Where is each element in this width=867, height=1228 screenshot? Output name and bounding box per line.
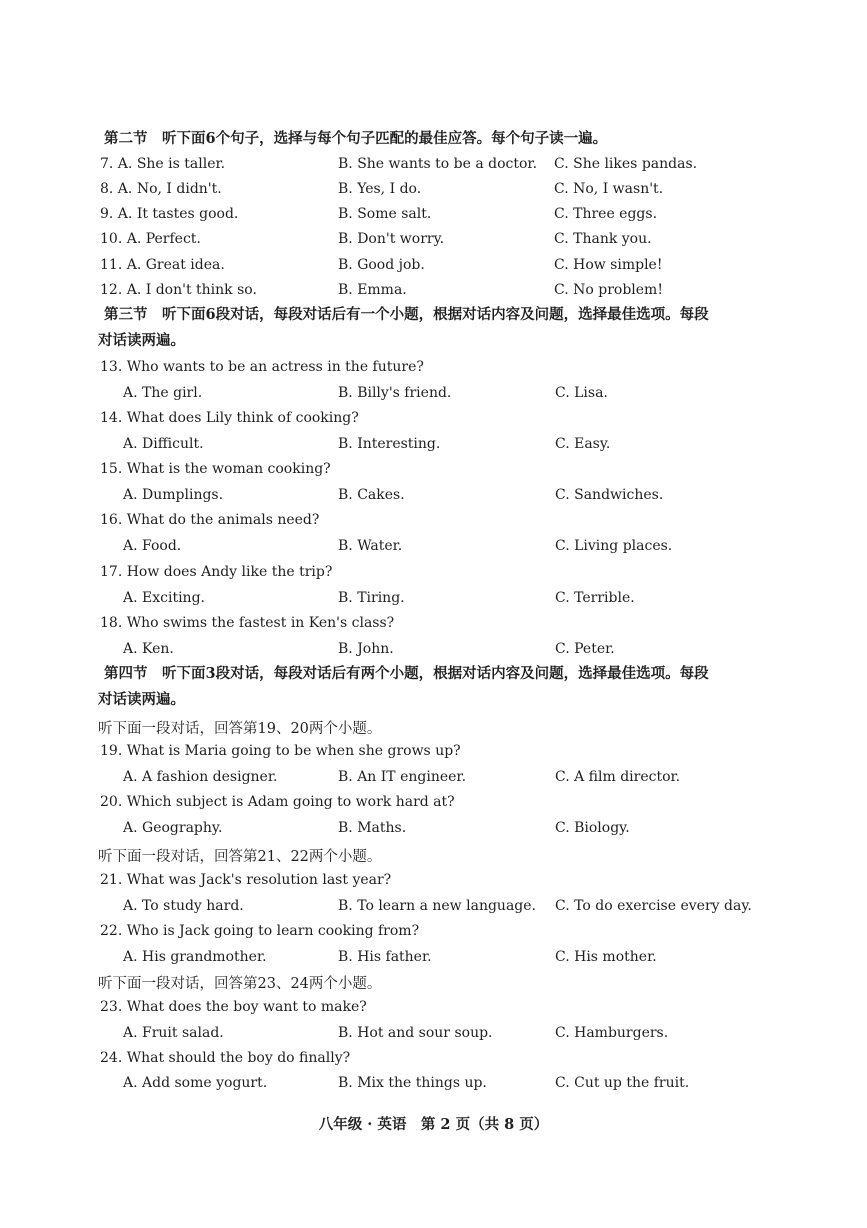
option-a: A. Dumplings. — [123, 487, 224, 503]
option-c: C. Biology. — [555, 820, 630, 836]
option-a: A. Add some yogurt. — [123, 1075, 268, 1091]
option-c: C. Living places. — [555, 538, 673, 554]
option-c: C. Peter. — [555, 641, 615, 657]
section3-heading-line1: 第三节 听下面6段对话，每段对话后有一个小题，根据对话内容及问题，选择最佳选项。每段 — [104, 306, 709, 323]
option-b: B. Don't worry. — [338, 231, 445, 247]
question-21: 21. What was Jack's resolution last year? — [100, 872, 392, 888]
question-23: 23. What does the boy want to make? — [100, 999, 367, 1015]
question-19: 19. What is Maria going to be when she grows up? — [100, 743, 461, 759]
option-c: C. Easy. — [555, 436, 611, 452]
page-footer: 八年级 · 英语 第 2 页（共 8 页） — [318, 1116, 549, 1133]
option-a: 8. A. No, I didn't. — [100, 181, 222, 197]
question-14: 14. What does Lily think of cooking? — [100, 410, 359, 426]
option-a: A. Fruit salad. — [123, 1025, 224, 1041]
option-c: C. A film director. — [555, 769, 681, 785]
option-a: A. Ken. — [123, 641, 174, 657]
option-a: 12. A. I don't think so. — [100, 282, 257, 298]
option-c: C. Three eggs. — [554, 206, 658, 222]
option-a: A. His grandmother. — [123, 949, 267, 965]
dialogue-note: 听下面一段对话，回答第21、22两个小题。 — [98, 849, 382, 865]
option-b: B. Cakes. — [338, 487, 405, 503]
option-a: A. Difficult. — [123, 436, 204, 452]
option-a: A. To study hard. — [123, 898, 244, 914]
option-a: 10. A. Perfect. — [100, 231, 201, 247]
option-c: C. Terrible. — [555, 590, 635, 606]
option-c: C. Sandwiches. — [555, 487, 664, 503]
section4-heading-line1: 第四节 听下面3段对话，每段对话后有两个小题，根据对话内容及问题，选择最佳选项。每段 — [104, 665, 709, 682]
option-a: A. Food. — [123, 538, 182, 554]
question-24: 24. What should the boy do finally? — [100, 1050, 351, 1066]
option-a: 9. A. It tastes good. — [100, 206, 239, 222]
question-17: 17. How does Andy like the trip? — [100, 564, 333, 580]
question-22: 22. Who is Jack going to learn cooking from? — [100, 923, 420, 939]
option-c: C. His mother. — [555, 949, 657, 965]
option-c: C. Cut up the fruit. — [555, 1075, 690, 1091]
option-b: B. Emma. — [338, 282, 407, 298]
option-a: 7. A. She is taller. — [100, 156, 226, 172]
option-c: C. Thank you. — [554, 231, 652, 247]
option-c: C. No, I wasn't. — [554, 181, 664, 197]
option-b: B. She wants to be a doctor. — [338, 156, 538, 172]
option-b: B. Some salt. — [338, 206, 432, 222]
option-b: B. Yes, I do. — [338, 181, 422, 197]
question-16: 16. What do the animals need? — [100, 512, 320, 528]
option-b: B. Maths. — [338, 820, 407, 836]
option-c: C. No problem! — [554, 282, 663, 298]
section3-heading-line2: 对话读两遍。 — [98, 332, 185, 349]
option-b: B. Hot and sour soup. — [338, 1025, 493, 1041]
option-b: B. His father. — [338, 949, 432, 965]
section4-heading — [98, 661, 709, 713]
option-b: B. Water. — [338, 538, 403, 554]
option-c: C. To do exercise every day. — [555, 898, 752, 914]
option-c: C. Hamburgers. — [555, 1025, 669, 1041]
option-c: C. She likes pandas. — [554, 156, 698, 172]
option-c: C. How simple! — [554, 257, 663, 273]
option-a: A. Exciting. — [123, 590, 205, 606]
question-20: 20. Which subject is Adam going to work hard at? — [100, 794, 455, 810]
option-b: B. An IT engineer. — [338, 769, 467, 785]
option-b: B. Good job. — [338, 257, 425, 273]
option-a: A. The girl. — [123, 385, 203, 401]
option-a: A. A fashion designer. — [123, 769, 278, 785]
section2-heading: 第二节 听下面6个句子，选择与每个句子匹配的最佳应答。每个句子读一遍。 — [104, 130, 608, 147]
option-b: B. Billy's friend. — [338, 385, 452, 401]
dialogue-note: 听下面一段对话，回答第23、24两个小题。 — [98, 976, 382, 992]
option-b: B. John. — [338, 641, 394, 657]
question-18: 18. Who swims the fastest in Ken's class? — [100, 615, 395, 631]
option-b: B. Mix the things up. — [338, 1075, 487, 1091]
dialogue-note: 听下面一段对话，回答第19、20两个小题。 — [98, 721, 382, 737]
option-b: B. Interesting. — [338, 436, 441, 452]
section4-heading-line2: 对话读两遍。 — [98, 691, 185, 708]
section3-heading — [98, 302, 709, 354]
option-a: A. Geography. — [123, 820, 223, 836]
option-a: 11. A. Great idea. — [100, 257, 225, 273]
option-c: C. Lisa. — [555, 385, 608, 401]
option-b: B. To learn a new language. — [338, 898, 536, 914]
question-13: 13. Who wants to be an actress in the future? — [100, 359, 424, 375]
option-b: B. Tiring. — [338, 590, 405, 606]
question-15: 15. What is the woman cooking? — [100, 461, 331, 477]
